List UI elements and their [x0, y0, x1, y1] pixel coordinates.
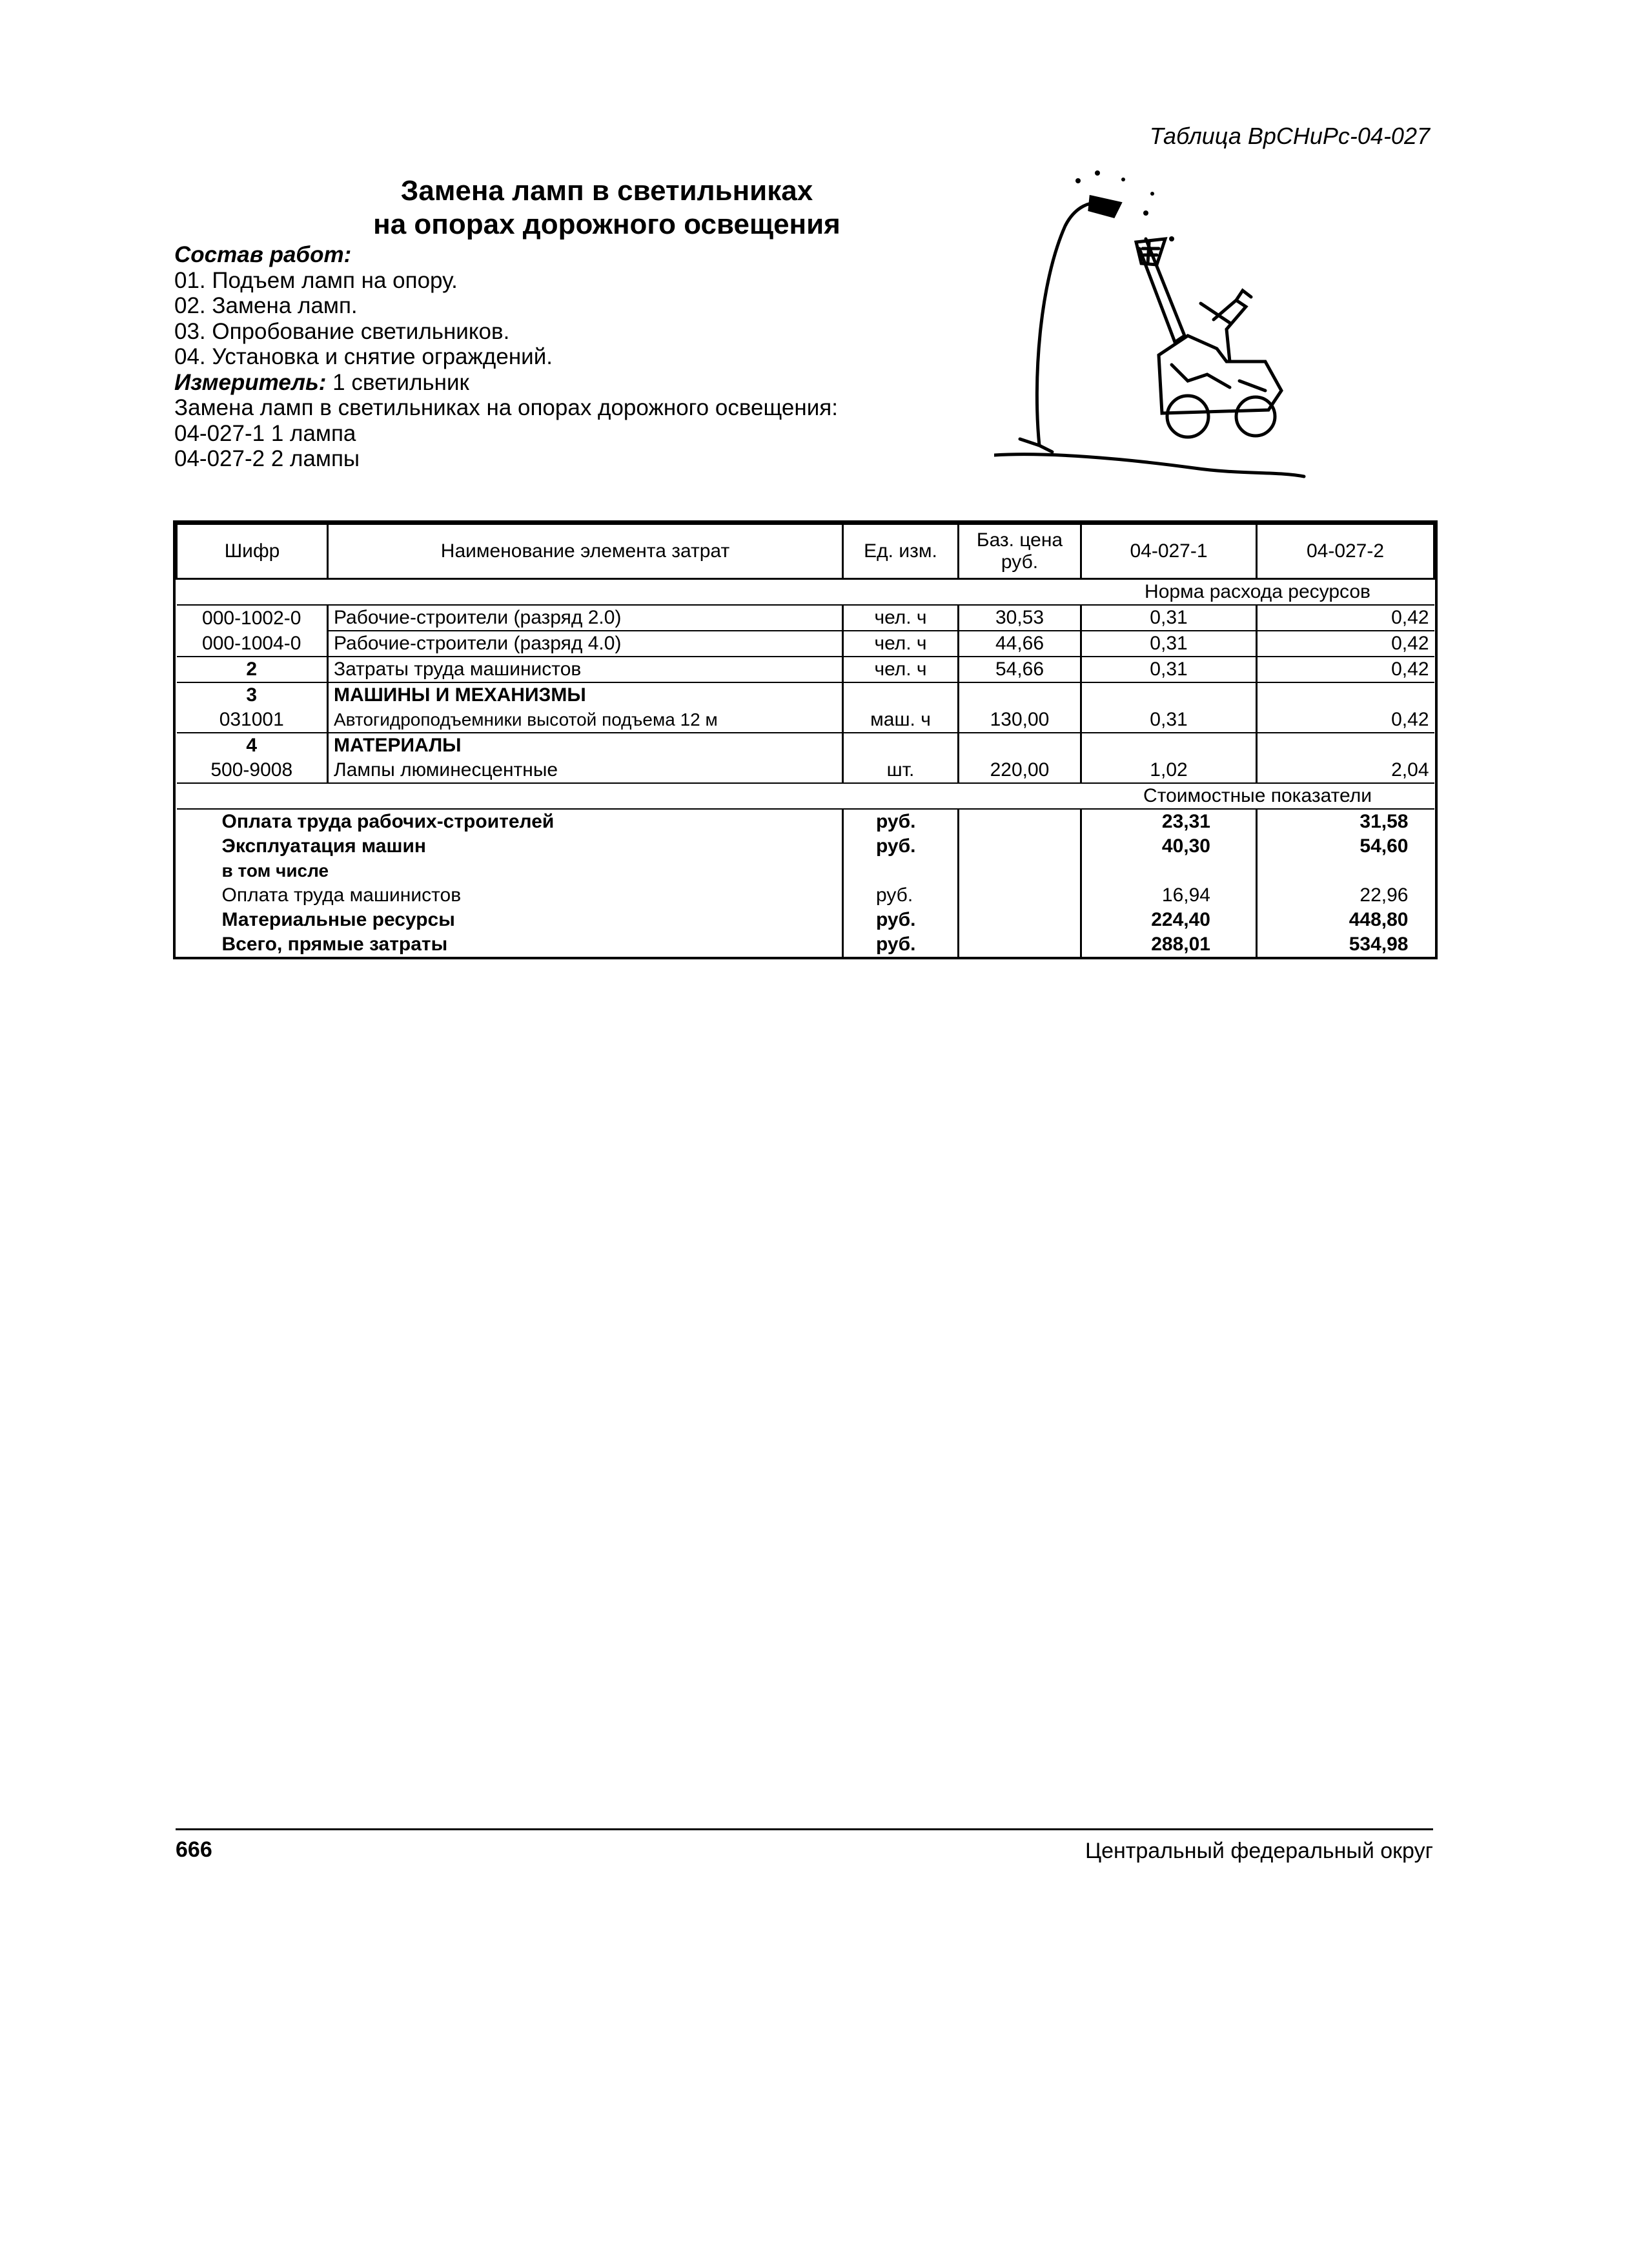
- section-row-materials: [177, 733, 1434, 758]
- row-value-2: 2,04: [1257, 758, 1434, 783]
- cost-value-1: 23,31: [1081, 809, 1257, 834]
- cost-unit: руб.: [843, 908, 959, 932]
- measure-label: Измеритель:: [174, 369, 327, 395]
- row-unit: чел. ч: [843, 605, 959, 631]
- work-item: 04. Установка и снятие ограждений.: [174, 344, 553, 369]
- resource-table: [176, 523, 1435, 957]
- page-number: 666: [176, 1837, 212, 1862]
- aerial-lift-illustration: [994, 168, 1310, 484]
- cost-name: в том числе: [177, 859, 843, 883]
- cost-label: Стоимостные показатели: [1081, 783, 1434, 809]
- cost-name: Материальные ресурсы: [177, 908, 843, 932]
- row-name: Автогидроподъемники высотой подъема 12 м: [328, 708, 843, 733]
- page-title: [310, 174, 904, 241]
- cost-value-2: 31,58: [1360, 811, 1409, 832]
- table-row: [177, 605, 1434, 631]
- title-line-2: на опорах дорожного освещения: [373, 209, 840, 240]
- row-value-2: 0,42: [1257, 657, 1434, 682]
- row-name: Лампы люминесцентные: [328, 758, 843, 783]
- cost-value-1: 16,94: [1081, 883, 1257, 908]
- row-code: 4: [177, 733, 328, 758]
- row-value-1: 1,02: [1081, 758, 1257, 783]
- cost-row: [177, 809, 1434, 834]
- cost-name: Оплата труда машинистов: [177, 883, 843, 908]
- cost-row-total: [177, 932, 1434, 957]
- cost-unit: руб.: [843, 809, 959, 834]
- row-value-1: 0,31: [1081, 708, 1257, 733]
- cost-unit: руб.: [843, 932, 959, 957]
- row-code: 000-1002-0: [177, 605, 328, 631]
- header-variant-2: 04-027-2: [1257, 524, 1434, 579]
- cost-value-1: 288,01: [1081, 932, 1257, 957]
- row-price: 130,00: [959, 708, 1081, 733]
- row-unit: чел. ч: [843, 657, 959, 682]
- table-header-row: [177, 524, 1434, 579]
- cost-row: [177, 908, 1434, 932]
- row-name: Затраты труда машинистов: [328, 657, 843, 682]
- table-row: [177, 758, 1434, 783]
- row-unit: шт.: [843, 758, 959, 783]
- cost-row: [177, 834, 1434, 859]
- row-name: Рабочие-строители (разряд 4.0): [328, 631, 843, 657]
- cost-value-1: 224,40: [1081, 908, 1257, 932]
- cost-value-2: 534,98: [1349, 934, 1409, 955]
- row-price: 220,00: [959, 758, 1081, 783]
- row-code: 2: [177, 657, 328, 682]
- work-item: 01. Подъем ламп на опору.: [174, 267, 458, 293]
- row-unit: маш. ч: [843, 708, 959, 733]
- cost-section-row: [177, 783, 1434, 809]
- measure-line: [174, 370, 838, 396]
- cost-row: [177, 859, 1434, 883]
- row-code: 000-1004-0: [177, 631, 328, 657]
- header-unit: Ед. изм.: [843, 524, 959, 579]
- cost-value-1: 40,30: [1081, 834, 1257, 859]
- row-value-2: 0,42: [1257, 605, 1434, 631]
- cost-value-2: 54,60: [1360, 835, 1409, 857]
- variant-2: 04-027-2 2 лампы: [174, 446, 360, 471]
- table-reference: Таблица ВрСНиРс-04-027: [1149, 123, 1430, 149]
- cost-value-2: 448,80: [1349, 909, 1409, 930]
- row-price: 54,66: [959, 657, 1081, 682]
- variant-1: 04-027-1 1 лампа: [174, 420, 356, 446]
- table-row: [177, 708, 1434, 733]
- row-value-2: 0,42: [1257, 708, 1434, 733]
- cost-value-2: 22,96: [1360, 884, 1409, 906]
- work-composition-label: Состав работ:: [174, 242, 352, 267]
- header-variant-1: 04-027-1: [1081, 524, 1257, 579]
- table-row: [177, 657, 1434, 682]
- description-line: Замена ламп в светильниках на опорах дорожного освещения:: [174, 395, 838, 420]
- norm-section-row: [177, 579, 1434, 606]
- row-unit: чел. ч: [843, 631, 959, 657]
- row-name: МАШИНЫ И МЕХАНИЗМЫ: [328, 682, 843, 708]
- table-row: [177, 631, 1434, 657]
- row-value-1: 0,31: [1081, 657, 1257, 682]
- cost-unit: руб.: [843, 883, 959, 908]
- norm-label: Норма расхода ресурсов: [1081, 579, 1434, 606]
- work-description: [174, 242, 838, 472]
- cost-row: [177, 883, 1434, 908]
- row-value-1: 0,31: [1081, 605, 1257, 631]
- section-row-machines: [177, 682, 1434, 708]
- row-code: 031001: [177, 708, 328, 733]
- measure-value: 1 светильник: [326, 369, 469, 395]
- work-item: 03. Опробование светильников.: [174, 318, 510, 344]
- work-item: 02. Замена ламп.: [174, 293, 358, 318]
- row-value-2: 0,42: [1257, 631, 1434, 657]
- cost-name: Эксплуатация машин: [177, 834, 843, 859]
- row-name: Рабочие-строители (разряд 2.0): [328, 605, 843, 631]
- cost-name: Оплата труда рабочих-строителей: [177, 809, 843, 834]
- cost-name: Всего, прямые затраты: [177, 932, 843, 957]
- header-price: Баз. цена руб.: [959, 524, 1081, 579]
- cost-unit: руб.: [843, 834, 959, 859]
- row-value-1: 0,31: [1081, 631, 1257, 657]
- row-code: 500-9008: [177, 758, 328, 783]
- header-code: Шифр: [177, 524, 328, 579]
- title-line-1: Замена ламп в светильниках: [400, 175, 813, 207]
- footer-divider: [176, 1828, 1433, 1830]
- footer-region: Центральный федеральный округ: [1085, 1839, 1433, 1863]
- row-price: 44,66: [959, 631, 1081, 657]
- row-price: 30,53: [959, 605, 1081, 631]
- row-code: 3: [177, 682, 328, 708]
- row-name: МАТЕРИАЛЫ: [328, 733, 843, 758]
- header-name: Наименование элемента затрат: [328, 524, 843, 579]
